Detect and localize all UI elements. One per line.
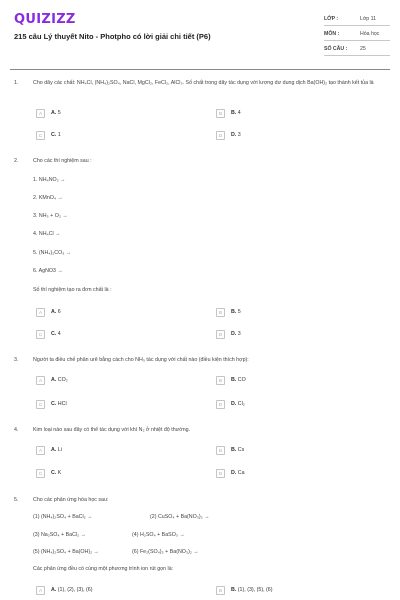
header-divider (10, 69, 390, 70)
document-title: 215 câu Lý thuyết Nito - Photpho có lời giải chi tiết (P6) (14, 32, 211, 41)
option-text: 3 (237, 132, 241, 138)
option-key: C. (51, 331, 57, 337)
option-letter-box: D (216, 400, 225, 409)
question-text: Cho các phản ứng hóa học sau: (33, 497, 109, 503)
option-letter-box: D (216, 330, 225, 339)
option-text: (1), (2), (3), (6) (57, 587, 93, 593)
experiment-item: 5. (NH₄)₂CO₃ → (33, 250, 72, 256)
experiment-item: 4. NH₄Cl → (33, 231, 61, 237)
option-text: 5 (237, 309, 241, 315)
meta-class-value: Lớp 11 (360, 16, 376, 22)
option-key: D. (231, 331, 237, 337)
option-key: C. (51, 132, 57, 138)
option-text: (1), (3), (5), (6) (237, 587, 273, 593)
option-key: C. (51, 470, 57, 476)
experiment-item: 1. NH₄NO₂ → (33, 177, 66, 183)
question-text: Cho dãy các chất: NH₄Cl, (NH₄)₂SO₄, NaCl, MgCl₂, FeCl₂, AlCl₃. Số chất trong dãy tác dụng với lượng dư dung dịch Ba(OH)₂ tạo thành kết tủa là (33, 80, 374, 86)
meta-subject-label: MÔN : (324, 31, 340, 37)
option-letter-box: B (216, 109, 225, 118)
option-text: 3 (237, 331, 241, 337)
option-text: 4 (237, 110, 241, 116)
experiment-item: 2. KMnO₄ → (33, 195, 63, 201)
meta-subject-value: Hóa học (360, 31, 380, 37)
option-letter-box: C (36, 131, 45, 140)
option-letter-box: B (216, 376, 225, 385)
option-letter-box: A (36, 376, 45, 385)
meta-divider (324, 40, 390, 41)
reaction-item: (3) Na₂SO₄ + BaCl₂ → (33, 532, 86, 538)
reaction-item: (4) H₂SO₄ + BaSO₃ → (132, 532, 185, 538)
option-text: Ca (237, 470, 245, 476)
option-text: 4 (57, 331, 61, 337)
option-key: D. (231, 401, 237, 407)
question-prompt: Số thí nghiệm tạo ra đơn chất là : (33, 287, 112, 293)
question-text: Cho các thí nghiệm sau : (33, 158, 92, 164)
option-text: Cs (237, 447, 245, 453)
question-number: 1. (14, 80, 19, 86)
option-key: D. (231, 132, 237, 138)
question-text: Người ta điều chế phân urê bằng cách cho NH₃ tác dụng với chất nào (điều kiện thích hợp): (33, 357, 249, 363)
option-text: K (57, 470, 62, 476)
question-number: 5. (14, 497, 19, 503)
option-key: B. (231, 377, 237, 383)
meta-count-label: SỐ CÂU : (324, 46, 348, 52)
experiment-item: 6. AgNO3 → (33, 268, 63, 274)
option-letter-box: C (36, 400, 45, 409)
option-text: HCl (57, 401, 67, 407)
option-key: D. (231, 470, 237, 476)
option-text: Li (57, 447, 62, 453)
meta-divider (324, 55, 390, 56)
option-text: CO (237, 377, 246, 383)
option-key: B. (231, 110, 237, 116)
option-letter-box: D (216, 131, 225, 140)
option-letter-box: B (216, 446, 225, 455)
question-number: 3. (14, 357, 19, 363)
reaction-item: (5) (NH₄)₂SO₄ + Ba(OH)₂ → (33, 549, 99, 555)
option-letter-box: A (36, 308, 45, 317)
experiment-item: 3. NH₃ + O₂ → (33, 213, 68, 219)
option-letter-box: B (216, 586, 225, 595)
option-key: A. (51, 110, 57, 116)
reaction-item: (1) (NH₄)₂SO₄ + BaCl₂ → (33, 514, 93, 520)
page-header (0, 0, 400, 68)
option-letter-box: A (36, 109, 45, 118)
option-key: C. (51, 401, 57, 407)
option-text: Cl₂ (237, 401, 245, 407)
option-text: 1 (57, 132, 61, 138)
question-text: Kim loại nào sau đây có thể tác dụng với khí N₂ ở nhiệt độ thường. (33, 427, 191, 433)
option-key: A. (51, 309, 57, 315)
option-key: A. (51, 377, 57, 383)
option-letter-box: B (216, 308, 225, 317)
option-letter-box: A (36, 586, 45, 595)
option-letter-box: C (36, 469, 45, 478)
option-text: 5 (57, 110, 61, 116)
option-text: 6 (57, 309, 61, 315)
reaction-item: (6) Fe₂(SO₄)₃ + Ba(NO₃)₂ → (132, 549, 199, 555)
question-prompt: Các phản ứng đều có cùng một phương trình ion rút gọn là: (33, 566, 174, 572)
option-key: A. (51, 447, 57, 453)
option-key: B. (231, 309, 237, 315)
quizizz-logo: QUIZIZZ (14, 12, 76, 27)
option-letter-box: A (36, 446, 45, 455)
reaction-item: (2) CuSO₄ + Ba(NO₃)₂ → (150, 514, 210, 520)
meta-class-label: LỚP : (324, 16, 339, 22)
question-number: 2. (14, 158, 19, 164)
meta-divider (324, 25, 390, 26)
option-key: A. (51, 587, 57, 593)
option-key: B. (231, 587, 237, 593)
option-letter-box: C (36, 330, 45, 339)
question-number: 4. (14, 427, 19, 433)
meta-count-value: 25 (360, 46, 366, 52)
option-text: CO₂ (57, 377, 68, 383)
option-letter-box: D (216, 469, 225, 478)
option-key: B. (231, 447, 237, 453)
